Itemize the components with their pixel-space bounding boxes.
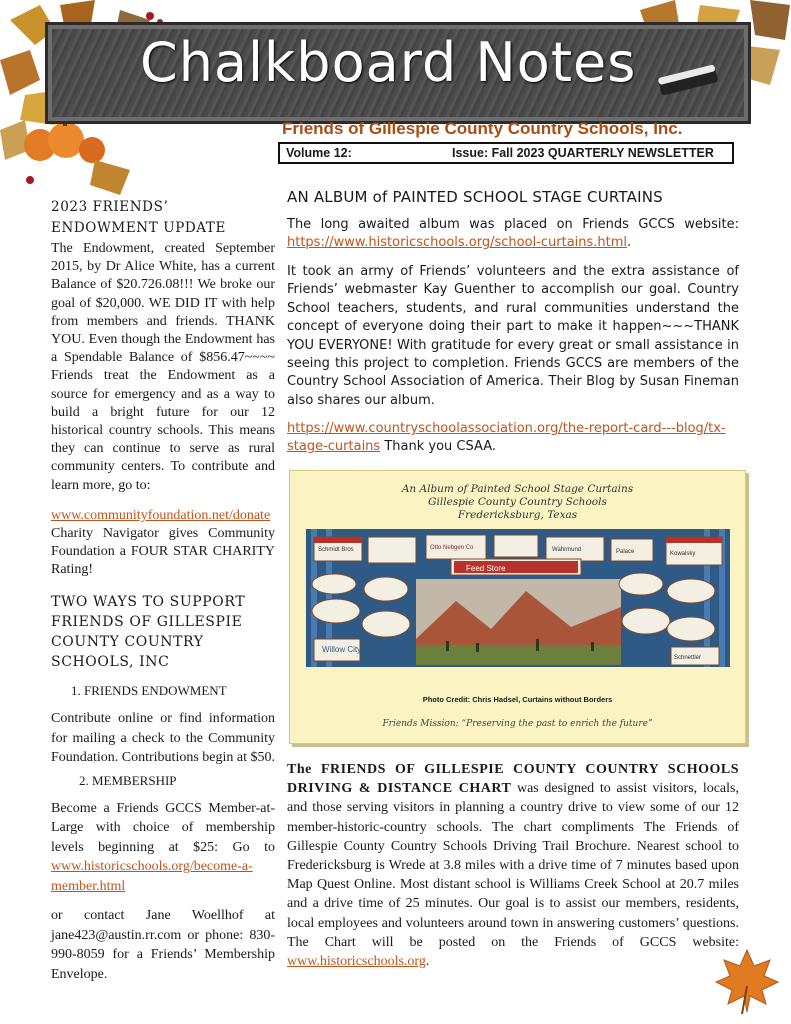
issue-info-box	[278, 142, 734, 164]
support-heading-line3: COUNTY COUNTRY	[51, 634, 204, 650]
organization-name: Friends of Gillespie County Country Schools, Inc.	[282, 119, 683, 138]
friends-endowment-item: 1. FRIENDS ENDOWMENT	[71, 683, 227, 698]
driving-chart-lead: The FRIENDS OF GILLESPIE COUNTY COUNTRY SCHOOLS DRIVING & DISTANCE CHART	[287, 762, 739, 797]
driving-chart-article: The FRIENDS OF GILLESPIE COUNTY COUNTRY SCHOOLS DRIVING & DISTANCE CHART was designed to assist visitors, locals, and those serving visitors in planning a country drive to view some of our 12 member-historic-country schools. The chart compliments The Friends of Gillespie County Country Schools Driving Trail Brochure. Nearest school to Fredericksburg is Wrede at 3.8 miles with a drive time of 7 minutes based upon Map Quest Online. Most distant school is Williams Creek School at 20.7 miles and a drive time of 25 minutes. Our goal is to assist our members, residents, local employees and volunteers around town in answering customers’ questions. The Chart will be posted on the Friends of GCCS website: www.historicschools.org.	[287, 762, 739, 970]
chalkboard-eraser-icon	[656, 60, 721, 100]
charity-rating-text: Charity Navigator gives Community Foundation a FOUR STAR CHARITY Rating!	[51, 526, 275, 578]
friends-endowment-text: Contribute online or find information for mailing a check to the Community Foundation. Contributions begin at $50.	[51, 711, 275, 766]
otto-nebgen-ad: Otto Nebgen Co	[430, 545, 474, 551]
friends-mission: Friends Mission: “Preserving the past to enrich the future”	[382, 719, 653, 729]
school-curtains-link[interactable]: https://www.historicschools.org/school-curtains.html	[287, 235, 628, 251]
support-heading-line1: TWO WAYS TO SUPPORT	[51, 594, 246, 610]
membership-item: 2. MEMBERSHIP	[79, 772, 177, 788]
issue-label: Issue: Fall 2023 QUARTERLY NEWSLETTER	[452, 146, 714, 160]
volume-label: Volume 12:	[286, 146, 352, 160]
endowment-heading-line2: ENDOWMENT UPDATE	[51, 220, 226, 236]
csaa-blog-link[interactable]: https://www.countryschoolassociation.org/the-report-card---blog/tx-stage-curtains	[287, 421, 726, 455]
album-heading: AN ALBUM of PAINTED SCHOOL STAGE CURTAINS	[287, 188, 663, 206]
painted-stage-curtain-image	[306, 529, 730, 667]
album-paragraph-2: It took an army of Friends’ volunteers and the extra assistance of Friends’ webmaster Kay Guenther to accomplish our goal. Country School teachers, students, and rural communities understand the concept of everyone doing their part to make it happen~~~THANK YOU EVERYONE! With gratitude for every great or small assistance in seeing this project to completion. Friends GCCS are members of the Country School Association of America. Their Blog by Susan Fineman also shares our album.	[287, 264, 739, 408]
contact-text: or contact Jane Woellhof at jane423@austin.rr.com or phone: 830-990-8059 for a Friends’ Membership Envelope.	[51, 908, 275, 982]
endowment-section	[51, 196, 275, 580]
album-paragraph-3	[287, 420, 739, 457]
album-intro-text: The long awaited album was placed on Friends GCCS website:	[287, 217, 739, 232]
wahrmund-ad: Wahrmund	[552, 547, 582, 553]
become-member-link[interactable]: www.historicschools.org/become-a-member.html	[51, 859, 253, 894]
chalkboard-banner	[45, 22, 751, 124]
album-paragraph-1: The long awaited album was placed on Friends GCCS website: https://www.historicschools.org/school-curtains.html.	[287, 217, 739, 251]
photo-title-line2: Gillespie County Country Schools	[428, 496, 607, 508]
feed-store-ad: Feed Store	[466, 564, 506, 573]
kowalsky-ad: Kowalsky	[670, 551, 696, 557]
driving-chart-body: was designed to assist visitors, locals, and those serving visitors in planning a country drive to view some of our 12 member-historic-country schools. The chart compliments The Friends of Gillespie County Country Schools Driving Trail Brochure. Nearest school to Fredericksburg is Wrede at 3.8 miles with a drive time of 7 minutes based upon Map Quest Online. Most distant school is Williams Creek School at 20.7 miles and a drive time of 25 minutes. Our goal is to assist our members, residents, local employees and volunteers around town in answering customers’ questions. The Chart will be posted on the Friends of GCCS website:	[287, 781, 739, 950]
newsletter-title: Chalkboard Notes	[140, 31, 637, 94]
photo-title-line1: An Album of Painted School Stage Curtains	[401, 483, 634, 495]
palace-ad: Palace	[616, 549, 635, 555]
endowment-donate-paragraph	[51, 507, 275, 580]
willow-city-ad: Willow City	[322, 645, 362, 654]
maple-leaf-icon	[712, 946, 782, 1016]
historicschools-link[interactable]: www.historicschools.org	[287, 954, 426, 970]
photo-credit: Photo Credit: Chris Hadsel, Curtains without Borders	[422, 695, 613, 704]
support-section	[51, 592, 275, 984]
schnettler-ad: Schnettler	[674, 655, 702, 661]
membership-description: Become a Friends GCCS Member-at-Large with choice of membership levels beginning at $25: Go to	[51, 800, 275, 855]
endowment-body: The Endowment, created September 2015, by Dr Alice White, has a current Balance of $20.726.08!!! We broke our goal of $20,000. WE DID IT with help from members and friends. THANK YOU. Even though the Endowment has a Spendable Balance of $856.47~~~~ Friends treat the Endowment as a source for emergency and as a way to build a bright future for our 12 historical country schools. This means they can continue to serve as rural community centers. To contribute and learn more, go to:	[51, 241, 275, 493]
stage-curtain-photo	[289, 470, 746, 744]
support-heading-line4: SCHOOLS, INC	[51, 654, 170, 670]
schmidt-ad: Schmidt Bros	[318, 547, 354, 553]
photo-title-line3: Fredericksburg, Texas	[457, 509, 578, 521]
endowment-heading-line1: 2023 FRIENDS’	[51, 199, 169, 215]
membership-text	[51, 799, 275, 897]
support-heading-line2: FRIENDS OF GILLESPIE	[51, 614, 243, 630]
thank-you-csaa-text: Thank you CSAA.	[380, 439, 497, 455]
community-foundation-donate-link[interactable]: www.communityfoundation.net/donate	[51, 507, 271, 523]
